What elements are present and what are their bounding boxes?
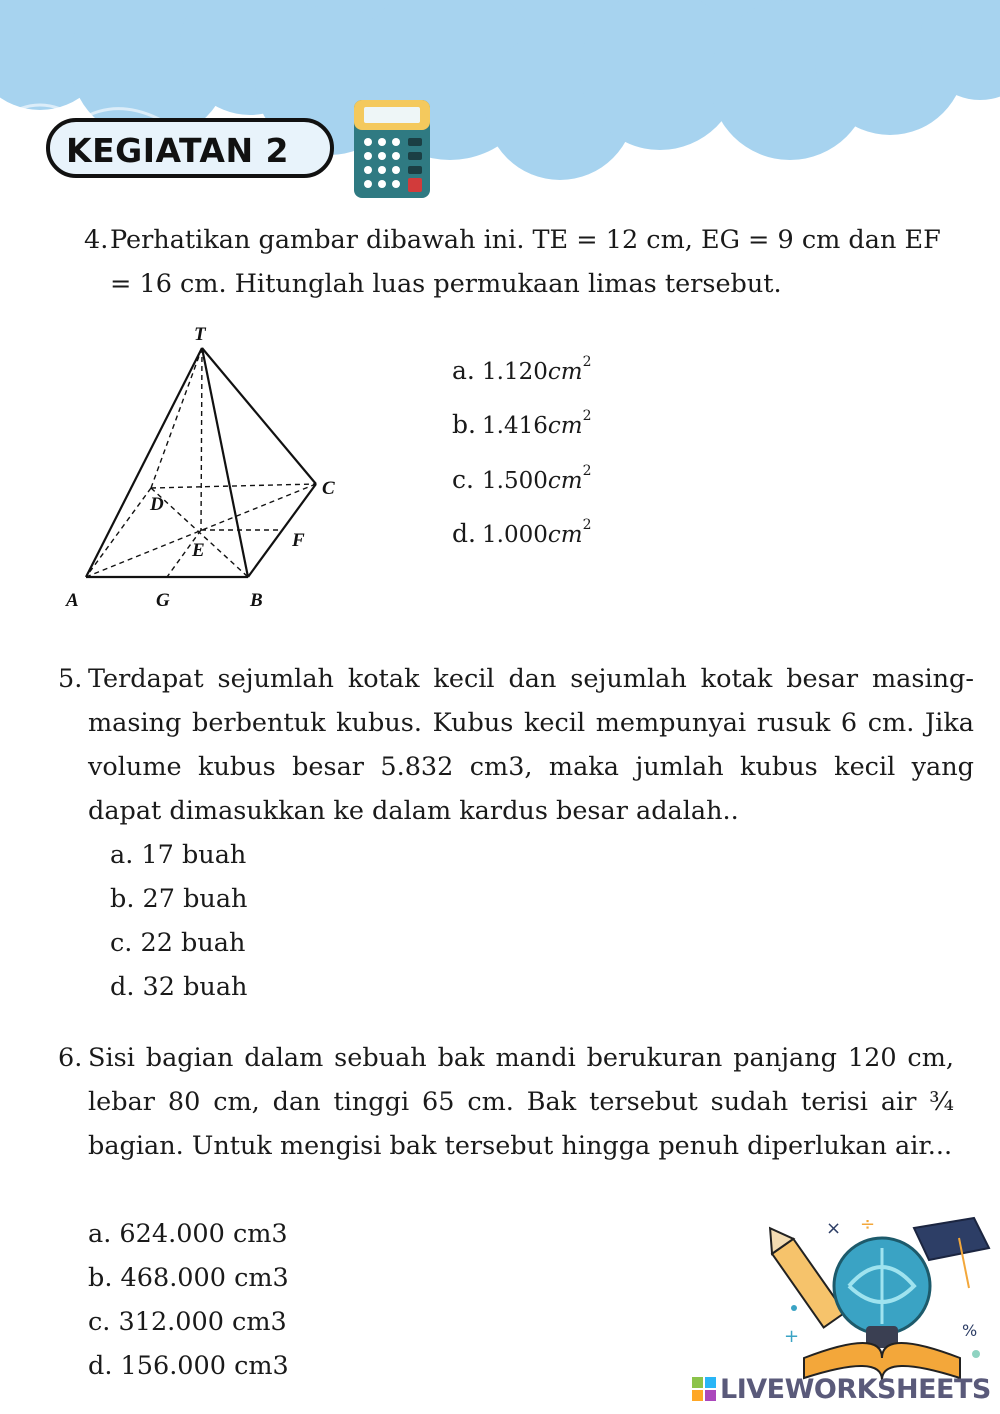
section-badge-label: KEGIATAN 2 xyxy=(66,131,290,170)
question-5-number: 5. xyxy=(58,664,83,694)
q6-option-a[interactable]: a. 624.000 cm3 xyxy=(88,1219,288,1249)
question-6 xyxy=(58,1036,954,1216)
q4-option-c-value: 1.500 xyxy=(482,468,548,494)
q4-option-d-value: 1.000 xyxy=(482,522,548,548)
label-G: G xyxy=(156,590,170,611)
q4-option-b-letter: b. xyxy=(452,410,476,439)
question-4-line-1: Perhatikan gambar dibawah ini. TE = 12 cm, EG = 9 cm dan EF xyxy=(110,225,941,255)
svg-text:+: + xyxy=(784,1326,800,1347)
section-badge xyxy=(46,118,334,178)
question-5-text: Terdapat sejumlah kotak kecil dan sejumlah kotak besar masing-masing berbentuk kubus. Kubus kecil mempunyai rusuk 6 cm. Jika volume kubus besar 5.832 cm3, maka jumlah kubus kecil yang dapat dimasukkan ke dalam kardus besar adalah.. xyxy=(88,664,974,826)
q5-option-d[interactable]: d. 32 buah xyxy=(110,972,248,1002)
q4-option-d-exp: 2 xyxy=(582,517,592,534)
q4-option-c-unit: cm xyxy=(547,468,583,494)
q4-option-d-letter: d. xyxy=(452,519,476,548)
pyramid-figure xyxy=(56,318,356,618)
svg-text:×: × xyxy=(826,1218,842,1239)
label-E: E xyxy=(192,540,205,561)
q6-option-b[interactable]: b. 468.000 cm3 xyxy=(88,1263,289,1293)
q4-option-a-value: 1.120 xyxy=(482,359,548,385)
q4-option-b[interactable] xyxy=(452,410,591,439)
label-B: B xyxy=(250,590,263,611)
q5-option-a[interactable]: a. 17 buah xyxy=(110,840,247,870)
q6-option-c[interactable]: c. 312.000 cm3 xyxy=(88,1307,287,1337)
q4-option-b-value: 1.416 xyxy=(482,413,548,439)
svg-text:÷: ÷ xyxy=(860,1214,876,1235)
question-4-number: 4. xyxy=(84,225,109,255)
q6-option-d[interactable]: d. 156.000 cm3 xyxy=(88,1351,289,1381)
question-4-line-2: = 16 cm. Hitunglah luas permukaan limas tersebut. xyxy=(110,269,782,299)
question-6-text: Sisi bagian dalam sebuah bak mandi berukuran panjang 120 cm, lebar 80 cm, dan tinggi 65 cm. Bak tersebut sudah terisi air ¾ bagian. Untuk mengisi bak tersebut hingga penuh diperlukan air... xyxy=(88,1043,954,1161)
svg-text:%: % xyxy=(962,1321,978,1340)
q4-option-c[interactable] xyxy=(452,465,591,494)
label-F: F xyxy=(292,530,305,551)
liveworksheets-logo xyxy=(692,1370,991,1408)
q4-option-a-unit: cm xyxy=(547,359,583,385)
q4-option-a[interactable] xyxy=(452,356,591,385)
q4-option-a-letter: a. xyxy=(452,356,475,385)
label-T: T xyxy=(194,324,206,345)
label-C: C xyxy=(322,478,335,499)
calculator-icon xyxy=(352,98,432,200)
q4-option-b-unit: cm xyxy=(547,413,583,439)
q5-option-b[interactable]: b. 27 buah xyxy=(110,884,248,914)
question-4 xyxy=(84,218,964,308)
q4-option-d[interactable] xyxy=(452,519,591,548)
liveworksheets-logo-text: LIVEWORKSHEETS xyxy=(720,1373,991,1405)
brain-book-illustration xyxy=(764,1208,994,1384)
q4-option-c-letter: c. xyxy=(452,465,474,494)
q4-option-c-exp: 2 xyxy=(582,463,592,480)
q5-option-c[interactable]: c. 22 buah xyxy=(110,928,246,958)
label-A: A xyxy=(66,590,79,611)
question-5 xyxy=(58,657,974,837)
q4-option-b-exp: 2 xyxy=(582,408,592,425)
label-D: D xyxy=(150,494,164,515)
question-6-number: 6. xyxy=(58,1043,83,1073)
q4-option-a-exp: 2 xyxy=(582,354,592,371)
q4-option-d-unit: cm xyxy=(547,522,583,548)
liveworksheets-logo-mark-icon xyxy=(692,1377,716,1401)
